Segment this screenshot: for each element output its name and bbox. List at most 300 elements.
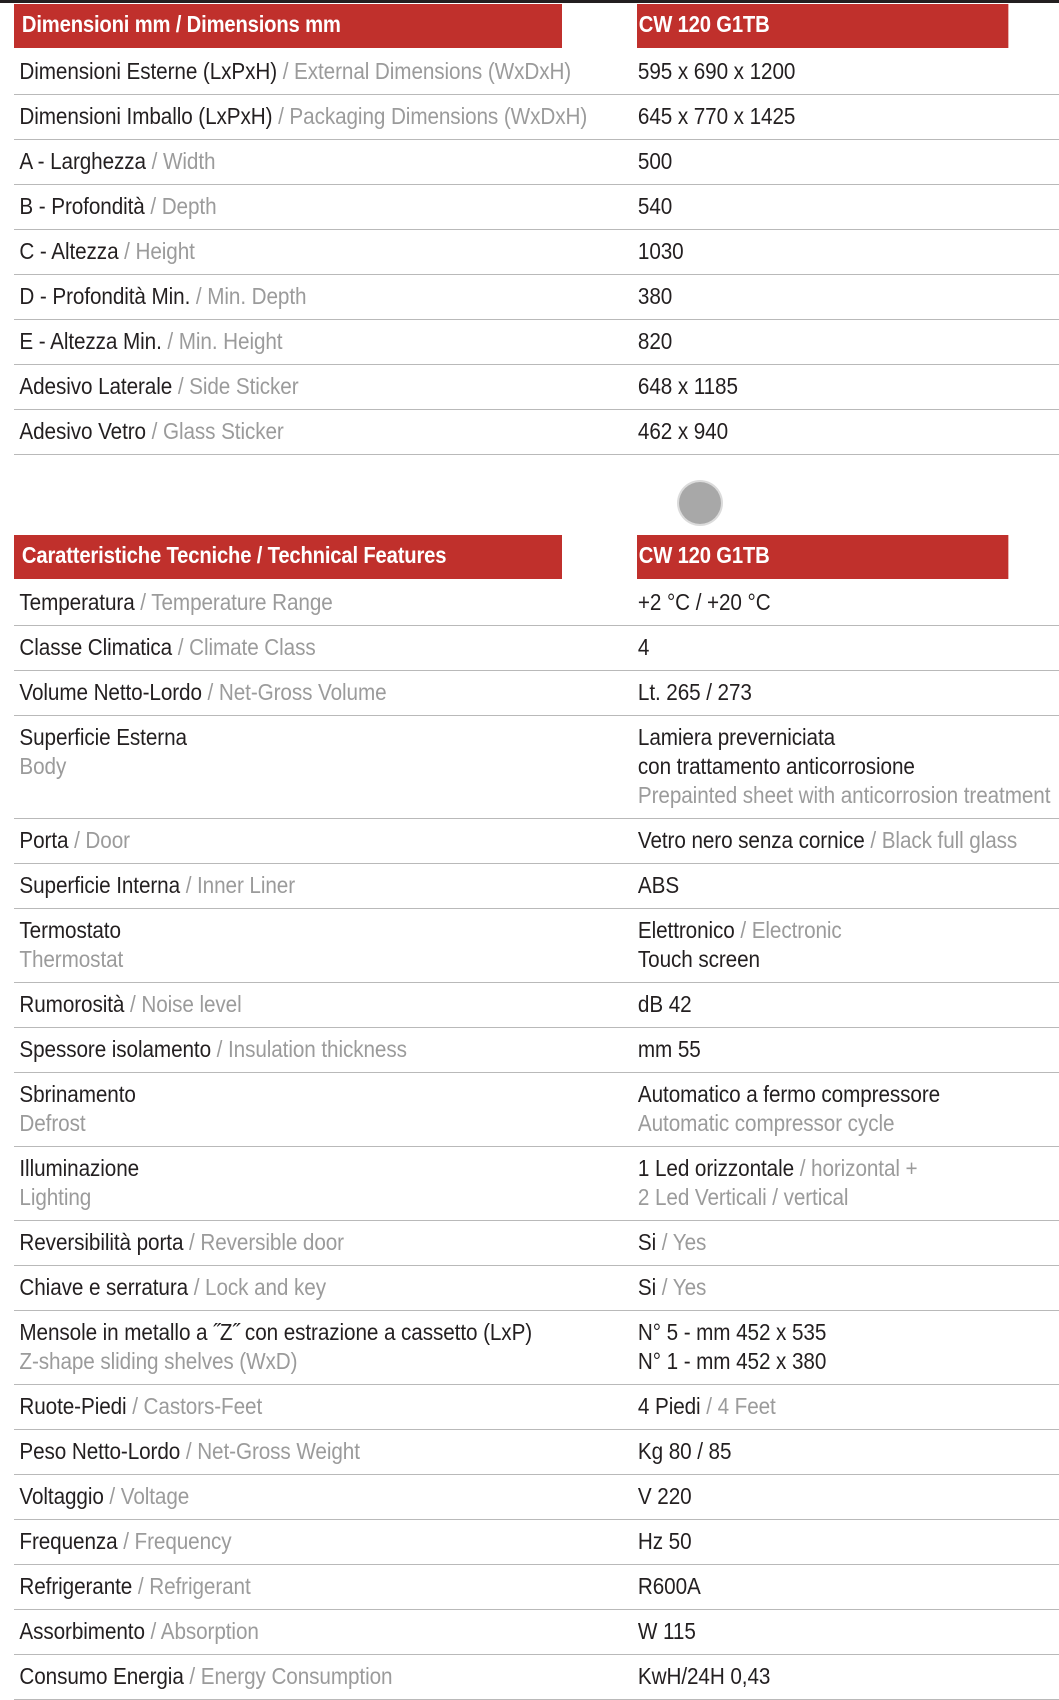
spec-row [14, 1028, 1059, 1073]
spec-label-line-0-separator: / [272, 103, 290, 129]
spec-label-line-0-separator: / [180, 1438, 198, 1464]
header-title-technical-features: Caratteristiche Tecniche / Technical Features [14, 535, 562, 579]
spec-value-line-0-primary: Elettronico [637, 917, 735, 943]
spec-value-line-1-primary: con trattamento anticorrosione [637, 753, 915, 779]
spec-value-line-0-primary: 1 Led orizzontale [637, 1155, 795, 1181]
spec-label-line-0-primary: Reversibilità porta [19, 1229, 184, 1255]
spec-value-cell [637, 864, 1059, 909]
spec-row [14, 185, 1059, 230]
spec-label-line-0-primary: Termostato [19, 917, 121, 943]
header-model-technical-features: CW 120 G1TB [637, 535, 1008, 579]
spec-value-line-0 [638, 1318, 1059, 1347]
spec-label-line-0-separator: / [180, 872, 198, 898]
spec-value-line-0-secondary: Yes [672, 1274, 707, 1300]
spec-value-text [637, 282, 1059, 311]
spec-value-cell [637, 95, 1059, 140]
spec-value-cell [637, 1147, 1059, 1221]
spec-label-text [14, 327, 642, 356]
spec-label-text [14, 1662, 642, 1691]
spec-label-line-0-primary: Superficie Esterna [19, 724, 187, 750]
spec-label-text [14, 588, 642, 617]
spec-value-line-1 [638, 1183, 1059, 1212]
spec-label-line-0-primary: Mensole in metallo a ˝Z˝ con estrazione a cassetto (LxP) [19, 1319, 533, 1345]
spec-label-line-0 [19, 588, 641, 617]
spec-label-line-0-primary: Ruote-Piedi [19, 1393, 127, 1419]
spec-value-text [637, 871, 1059, 900]
spec-value-text [637, 723, 1059, 810]
spec-value-cell [637, 671, 1059, 716]
spec-label-cell [14, 1385, 637, 1430]
spec-label-line-0 [19, 871, 641, 900]
spec-value-text [637, 417, 1059, 446]
spec-value-line-0-primary: R600A [637, 1573, 701, 1599]
spec-label-cell [14, 579, 637, 626]
spec-label-line-0-secondary: Net-Gross Volume [218, 679, 387, 705]
spec-value-text [637, 1662, 1059, 1691]
spec-label-line-1-secondary: Defrost [19, 1110, 86, 1136]
spec-label-line-0-secondary: Absorption [160, 1618, 259, 1644]
spec-label-text [14, 1154, 642, 1212]
spec-row [14, 1311, 1059, 1385]
spec-value-text [637, 1035, 1059, 1064]
spec-value-line-0 [638, 723, 1059, 752]
spec-label-text [14, 1392, 642, 1421]
spec-value-line-0-secondary: horizontal + [811, 1155, 918, 1181]
spec-label-cell [14, 48, 637, 95]
spec-label-line-0-separator: / [118, 238, 136, 264]
spec-label-line-0-secondary: Temperature Range [151, 589, 333, 615]
spec-label-line-0-primary: Voltaggio [19, 1483, 104, 1509]
spec-label-line-0 [19, 633, 641, 662]
spec-label-text [14, 1318, 642, 1376]
spec-label-cell [14, 410, 637, 455]
spec-label-line-0 [19, 1617, 641, 1646]
spec-row [14, 1565, 1059, 1610]
spec-label-line-0-separator: / [134, 589, 152, 615]
spec-value-line-0 [638, 327, 1059, 356]
spec-value-cell [637, 275, 1059, 320]
spec-value-line-0 [638, 826, 1059, 855]
spec-value-line-0-secondary: 4 Feet [717, 1393, 776, 1419]
spec-label-line-1 [19, 1347, 641, 1376]
spec-label-text [14, 282, 642, 311]
spec-label-line-0 [19, 1572, 641, 1601]
spec-label-text [14, 1228, 642, 1257]
spec-value-cell [637, 1028, 1059, 1073]
spec-label-text [14, 990, 642, 1019]
spec-value-line-0-primary: 462 x 940 [637, 418, 729, 444]
spec-label-line-0-primary: Assorbimento [19, 1618, 145, 1644]
spec-value-line-0-primary: 380 [637, 283, 673, 309]
spec-value-line-1 [638, 752, 1059, 781]
spec-value-cell [637, 320, 1059, 365]
spec-value-text [637, 1154, 1059, 1212]
spec-value-line-0 [638, 1035, 1059, 1064]
spec-label-line-0-separator: / [144, 1618, 161, 1644]
spec-value-line-0-separator: / [794, 1155, 812, 1181]
spec-label-line-0-primary: C - Altezza [19, 238, 119, 264]
spec-value-line-1-primary: N° 1 - mm 452 x 380 [637, 1348, 827, 1374]
spec-label-line-0 [19, 147, 641, 176]
spec-row [14, 230, 1059, 275]
spec-label-text [14, 1035, 642, 1064]
spec-row [14, 864, 1059, 909]
spec-row [14, 579, 1059, 626]
spec-label-cell [14, 1311, 637, 1385]
spec-label-text [14, 1273, 642, 1302]
spec-row [14, 671, 1059, 716]
spec-label-line-0 [19, 192, 641, 221]
spec-label-line-0-separator: / [68, 827, 86, 853]
table-spacer [0, 455, 1059, 535]
spec-value-line-0-primary: 820 [637, 328, 673, 354]
spec-row [14, 1475, 1059, 1520]
spec-value-cell [637, 140, 1059, 185]
spec-label-cell [14, 230, 637, 275]
spec-value-cell [637, 1073, 1059, 1147]
spec-value-line-0-primary: Si [637, 1229, 657, 1255]
spec-label-cell [14, 1520, 637, 1565]
spec-label-line-0-secondary: Width [162, 148, 216, 174]
spec-table-technical-features [14, 535, 1059, 1700]
spec-value-line-0 [638, 1273, 1059, 1302]
spec-value-cell [637, 1311, 1059, 1385]
spec-label-cell [14, 1147, 637, 1221]
spec-row [14, 1266, 1059, 1311]
spec-value-cell [637, 365, 1059, 410]
spec-label-line-0-secondary: Depth [161, 193, 217, 219]
spec-value-cell [637, 1385, 1059, 1430]
spec-value-line-0 [638, 1228, 1059, 1257]
spec-value-text [637, 1437, 1059, 1466]
spec-label-line-0 [19, 1273, 641, 1302]
spec-label-line-0-secondary: Reversible door [200, 1229, 344, 1255]
spec-label-text [14, 723, 642, 781]
spec-row [14, 1073, 1059, 1147]
spec-value-line-0-primary: V 220 [637, 1483, 692, 1509]
spec-value-line-0-primary: Automatico a fermo compressore [637, 1081, 941, 1107]
spec-label-text [14, 192, 642, 221]
spec-label-line-1-secondary: Lighting [19, 1184, 92, 1210]
spec-label-line-0-secondary: Voltage [120, 1483, 190, 1509]
spec-value-line-0-primary: Hz 50 [637, 1528, 692, 1554]
spec-label-cell [14, 185, 637, 230]
spec-label-text [14, 1527, 642, 1556]
spec-value-text [637, 826, 1059, 855]
spec-label-line-0-separator: / [190, 283, 208, 309]
spec-value-line-0-primary: 4 Piedi [637, 1393, 701, 1419]
spec-value-line-0 [638, 417, 1059, 446]
spec-label-line-0-primary: Peso Netto-Lordo [19, 1438, 181, 1464]
spec-label-text [14, 916, 642, 974]
spec-value-line-0-primary: 648 x 1185 [637, 373, 738, 399]
spec-label-cell [14, 320, 637, 365]
spec-label-line-0-secondary: External Dimensions (WxDxH) [294, 58, 572, 84]
spec-label-text [14, 1572, 642, 1601]
spec-value-text [637, 916, 1059, 974]
spec-value-cell [637, 983, 1059, 1028]
spec-value-text [637, 1392, 1059, 1421]
spec-label-line-1-secondary: Z-shape sliding shelves (WxD) [19, 1348, 298, 1374]
spec-label-line-0 [19, 916, 641, 945]
spec-row [14, 1221, 1059, 1266]
spec-value-cell [637, 1266, 1059, 1311]
spec-label-line-0-separator: / [211, 1036, 228, 1062]
spec-label-line-0-primary: Refrigerante [19, 1573, 133, 1599]
spec-value-line-0-primary: 4 [637, 634, 650, 660]
spec-row [14, 1520, 1059, 1565]
spec-value-text [637, 588, 1059, 617]
spec-label-line-0-primary: Dimensioni Esterne (LxPxH) [19, 58, 278, 84]
spec-row [14, 1655, 1059, 1700]
spec-label-line-0 [19, 102, 641, 131]
spec-label-text [14, 871, 642, 900]
spec-label-line-0-secondary: Refrigerant [149, 1573, 251, 1599]
spec-value-line-1-secondary: Automatic compressor cycle [637, 1110, 895, 1136]
spec-label-line-0 [19, 1228, 641, 1257]
spec-value-cell [637, 1565, 1059, 1610]
spec-value-line-0 [638, 102, 1059, 131]
spec-value-line-0-primary: KwH/24H 0,43 [637, 1663, 771, 1689]
spec-label-line-0 [19, 678, 641, 707]
spec-value-cell [637, 626, 1059, 671]
spec-label-line-0 [19, 1527, 641, 1556]
spec-value-line-0-primary: 540 [637, 193, 673, 219]
table-header-row [14, 4, 1059, 48]
spec-value-cell [637, 716, 1059, 819]
spec-value-text [637, 372, 1059, 401]
spec-value-text [637, 633, 1059, 662]
spec-value-cell [637, 230, 1059, 275]
spec-label-text [14, 633, 642, 662]
spec-value-cell [637, 185, 1059, 230]
spec-label-line-0 [19, 1392, 641, 1421]
tables-container [0, 4, 1059, 1700]
spec-label-line-0-separator: / [201, 679, 219, 705]
spec-value-line-0-primary: 500 [637, 148, 673, 174]
spec-label-line-0-separator: / [145, 148, 163, 174]
spec-label-line-0-primary: Dimensioni Imballo (LxPxH) [19, 103, 273, 129]
spec-value-line-0-primary: 595 x 690 x 1200 [637, 58, 796, 84]
spec-label-text [14, 147, 642, 176]
spec-value-line-0 [638, 147, 1059, 176]
spec-value-line-2 [638, 781, 1059, 810]
spec-row [14, 140, 1059, 185]
spec-row [14, 275, 1059, 320]
spec-value-line-0-separator: / [656, 1274, 673, 1300]
spec-value-text [637, 57, 1059, 86]
spec-value-line-0 [638, 1154, 1059, 1183]
spec-value-line-0 [638, 1662, 1059, 1691]
spec-value-line-1 [638, 1109, 1059, 1138]
spec-label-line-0-primary: Rumorosità [19, 991, 125, 1017]
spec-label-text [14, 826, 642, 855]
spec-label-text [14, 1617, 642, 1646]
spec-label-line-0-separator: / [117, 1528, 135, 1554]
spec-label-line-0-primary: Consumo Energia [19, 1663, 184, 1689]
spec-value-line-1 [638, 945, 1059, 974]
spec-value-cell [637, 909, 1059, 983]
spec-value-line-0-primary: Lamiera preverniciata [637, 724, 836, 750]
spec-value-line-0 [638, 1392, 1059, 1421]
spec-label-text [14, 1437, 642, 1466]
spec-value-line-0-secondary: Black full glass [881, 827, 1018, 853]
spec-value-line-0-primary: 1030 [637, 238, 684, 264]
spec-value-line-0 [638, 1572, 1059, 1601]
spec-label-line-0-primary: Spessore isolamento [19, 1036, 212, 1062]
spec-label-line-0-separator: / [172, 634, 190, 660]
spec-label-cell [14, 1266, 637, 1311]
spec-value-line-0 [638, 633, 1059, 662]
spec-label-line-1 [19, 1183, 641, 1212]
spec-label-line-0-primary: Sbrinamento [19, 1081, 136, 1107]
spec-value-line-0 [638, 372, 1059, 401]
spec-value-line-0 [638, 916, 1059, 945]
spec-value-line-0-primary: mm 55 [637, 1036, 701, 1062]
spec-label-text [14, 372, 642, 401]
spec-row [14, 1610, 1059, 1655]
spec-label-line-0-primary: Superficie Interna [19, 872, 181, 898]
spec-value-line-0-secondary: Yes [672, 1229, 707, 1255]
spec-value-line-0-separator: / [700, 1393, 718, 1419]
spec-label-cell [14, 140, 637, 185]
spec-label-line-0-separator: / [188, 1274, 206, 1300]
spec-label-line-0-primary: Adesivo Laterale [19, 373, 173, 399]
spec-label-line-0 [19, 1080, 641, 1109]
spec-label-line-0-secondary: Castors-Feet [143, 1393, 263, 1419]
spec-label-line-0-separator: / [103, 1483, 121, 1509]
spec-value-line-0-secondary: Electronic [751, 917, 842, 943]
spec-label-line-0-secondary: Packaging Dimensions (WxDxH) [289, 103, 588, 129]
spec-value-cell [637, 1430, 1059, 1475]
spec-label-cell [14, 626, 637, 671]
spec-label-line-0 [19, 282, 641, 311]
spec-value-line-0 [638, 1527, 1059, 1556]
spec-label-cell [14, 1221, 637, 1266]
spec-value-text [637, 237, 1059, 266]
spec-row [14, 909, 1059, 983]
spec-value-cell [637, 579, 1059, 626]
spec-label-line-0-primary: Volume Netto-Lordo [19, 679, 202, 705]
spec-value-line-0-primary: N° 5 - mm 452 x 535 [637, 1319, 827, 1345]
spec-value-text [637, 1080, 1059, 1138]
spec-label-line-0-separator: / [124, 991, 142, 1017]
spec-label-line-0-separator: / [183, 1229, 201, 1255]
spec-label-line-0-separator: / [172, 373, 190, 399]
spec-row [14, 95, 1059, 140]
spec-label-line-0 [19, 1318, 641, 1347]
table-header-row [14, 535, 1059, 579]
spec-label-line-0-separator: / [144, 193, 162, 219]
spec-label-line-0 [19, 1154, 641, 1183]
spec-value-line-0-primary: Kg 80 / 85 [637, 1438, 732, 1464]
spec-value-text [637, 192, 1059, 221]
spec-label-line-0-secondary: Side Sticker [189, 373, 299, 399]
spec-value-line-0-separator: / [656, 1229, 673, 1255]
spec-value-line-0-primary: Lt. 265 / 273 [637, 679, 752, 705]
spec-row [14, 626, 1059, 671]
spec-label-line-0-primary: Chiave e serratura [19, 1274, 189, 1300]
spec-value-line-0-primary: ABS [637, 872, 680, 898]
spec-value-line-0 [638, 678, 1059, 707]
spec-row [14, 716, 1059, 819]
spec-label-line-0-secondary: Height [135, 238, 195, 264]
spec-value-text [637, 1318, 1059, 1376]
spec-label-line-0-secondary: Frequency [134, 1528, 232, 1554]
spec-value-line-0 [638, 57, 1059, 86]
spec-label-cell [14, 819, 637, 864]
spec-label-line-0-primary: E - Altezza Min. [19, 328, 162, 354]
spec-value-line-0 [638, 871, 1059, 900]
spec-label-line-0-primary: A - Larghezza [19, 148, 146, 174]
spec-value-cell [637, 1655, 1059, 1700]
spec-value-line-2-secondary: Prepainted sheet with anticorrosion treatment [637, 782, 1051, 808]
spec-label-cell [14, 716, 637, 819]
spec-value-cell [637, 410, 1059, 455]
spec-value-line-1 [638, 1347, 1059, 1376]
spec-label-line-0 [19, 1437, 641, 1466]
spec-value-line-1-secondary: 2 Led Verticali / vertical [637, 1184, 849, 1210]
spec-value-text [637, 327, 1059, 356]
spec-label-line-0 [19, 372, 641, 401]
spec-label-line-0-primary: Illuminazione [19, 1155, 140, 1181]
spec-label-line-0-separator: / [126, 1393, 144, 1419]
spec-row [14, 48, 1059, 95]
spec-value-line-0-primary: Vetro nero senza cornice [637, 827, 865, 853]
spec-label-line-0-separator: / [161, 328, 179, 354]
spec-value-text [637, 1572, 1059, 1601]
spec-label-cell [14, 275, 637, 320]
spec-label-line-0-secondary: Inner Liner [197, 872, 295, 898]
spec-label-text [14, 417, 642, 446]
spec-label-cell [14, 1028, 637, 1073]
spec-label-cell [14, 1655, 637, 1700]
spec-label-line-1 [19, 945, 641, 974]
spec-label-text [14, 237, 642, 266]
spec-label-cell [14, 1565, 637, 1610]
spec-value-line-0 [638, 192, 1059, 221]
spec-label-cell [14, 1475, 637, 1520]
spec-label-line-0-secondary: Energy Consumption [200, 1663, 393, 1689]
spec-label-line-1-secondary: Body [19, 753, 67, 779]
spec-label-cell [14, 1610, 637, 1655]
spec-label-line-0 [19, 237, 641, 266]
spec-label-line-0-primary: Adesivo Vetro [19, 418, 146, 444]
spec-value-cell [637, 48, 1059, 95]
spec-value-text [637, 102, 1059, 131]
spec-label-line-0-primary: D - Profondità Min. [19, 283, 191, 309]
spec-value-cell [637, 1610, 1059, 1655]
spec-label-line-1-secondary: Thermostat [19, 946, 124, 972]
spec-value-line-0-separator: / [864, 827, 882, 853]
spec-label-line-0-separator: / [132, 1573, 150, 1599]
spec-row [14, 1430, 1059, 1475]
spec-value-cell [637, 1221, 1059, 1266]
spec-label-line-0-primary: Porta [19, 827, 69, 853]
spec-label-line-0 [19, 1662, 641, 1691]
spec-value-line-0-primary: dB 42 [637, 991, 692, 1017]
spec-label-line-0-primary: Frequenza [19, 1528, 118, 1554]
spec-row [14, 1147, 1059, 1221]
spec-label-line-0-secondary: Noise level [141, 991, 242, 1017]
spec-value-text [637, 1527, 1059, 1556]
spec-value-text [637, 678, 1059, 707]
spec-value-text [637, 1617, 1059, 1646]
spec-label-line-0 [19, 327, 641, 356]
spec-label-line-0-separator: / [183, 1663, 201, 1689]
spec-label-line-0 [19, 723, 641, 752]
spec-label-cell [14, 365, 637, 410]
